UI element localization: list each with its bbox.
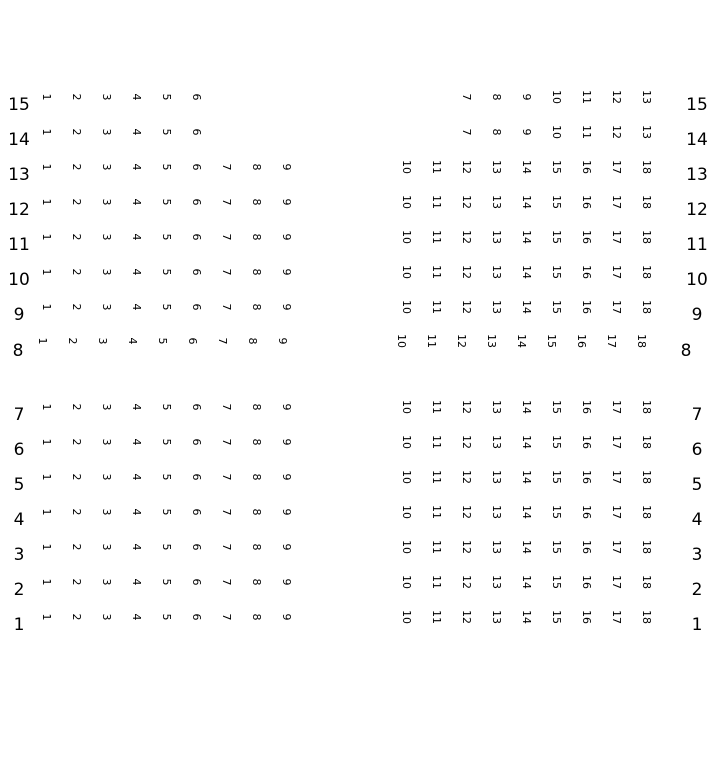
seat-row-5-5[interactable]: 5	[160, 473, 173, 481]
row-label-10-left: 10	[8, 270, 30, 290]
seat-row-6-6[interactable]: 6	[190, 438, 203, 446]
row-label-12-left: 12	[8, 200, 30, 220]
seat-row-10-16[interactable]: 16	[580, 265, 593, 279]
row-label-12-right: 12	[686, 200, 708, 220]
seat-row-15-6[interactable]: 6	[190, 93, 203, 101]
seat-row-3-11[interactable]: 11	[430, 540, 443, 554]
seat-row-4-6[interactable]: 6	[190, 508, 203, 516]
row-label-13-left: 13	[8, 165, 30, 185]
seat-row-13-13[interactable]: 13	[490, 160, 503, 174]
seat-row-9-11[interactable]: 11	[430, 300, 443, 314]
seat-row-12-16[interactable]: 16	[580, 195, 593, 209]
seat-row-7-3[interactable]: 3	[100, 403, 113, 411]
seat-row-2-9[interactable]: 9	[280, 578, 293, 586]
seat-row-12-6[interactable]: 6	[190, 198, 203, 206]
seat-row-3-4[interactable]: 4	[130, 543, 143, 551]
seat-row-8-16[interactable]: 16	[575, 334, 588, 348]
seat-row-15-8[interactable]: 8	[490, 93, 503, 101]
seat-row-9-1[interactable]: 1	[40, 303, 53, 311]
seat-row-7-4[interactable]: 4	[130, 403, 143, 411]
seat-row-6-5[interactable]: 5	[160, 438, 173, 446]
seat-row-8-2[interactable]: 2	[66, 337, 79, 345]
seat-row-11-2[interactable]: 2	[70, 233, 83, 241]
seat-row-13-10[interactable]: 10	[400, 160, 413, 174]
seat-row-5-18[interactable]: 18	[640, 470, 653, 484]
seat-row-14-8[interactable]: 8	[490, 128, 503, 136]
seat-row-4-14[interactable]: 14	[520, 505, 533, 519]
seat-row-7-6[interactable]: 6	[190, 403, 203, 411]
seat-row-1-10[interactable]: 10	[400, 610, 413, 624]
seat-row-5-1[interactable]: 1	[40, 473, 53, 481]
seat-row-1-1[interactable]: 1	[40, 613, 53, 621]
seat-row-10-3[interactable]: 3	[100, 268, 113, 276]
seat-row-2-4[interactable]: 4	[130, 578, 143, 586]
seat-row-9-12[interactable]: 12	[460, 300, 473, 314]
seat-row-11-4[interactable]: 4	[130, 233, 143, 241]
seat-row-2-17[interactable]: 17	[610, 575, 623, 589]
seat-row-5-2[interactable]: 2	[70, 473, 83, 481]
seat-row-10-15[interactable]: 15	[550, 265, 563, 279]
seat-row-1-14[interactable]: 14	[520, 610, 533, 624]
row-label-4-left: 4	[13, 510, 25, 530]
seat-row-1-2[interactable]: 2	[70, 613, 83, 621]
seat-row-4-3[interactable]: 3	[100, 508, 113, 516]
seat-row-6-1[interactable]: 1	[40, 438, 53, 446]
row-label-14-left: 14	[8, 130, 30, 150]
seat-row-1-6[interactable]: 6	[190, 613, 203, 621]
row-label-2-right: 2	[691, 580, 703, 600]
seat-row-3-2[interactable]: 2	[70, 543, 83, 551]
seat-row-14-3[interactable]: 3	[100, 128, 113, 136]
seat-row-2-1[interactable]: 1	[40, 578, 53, 586]
seat-row-12-9[interactable]: 9	[280, 198, 293, 206]
seat-row-3-8[interactable]: 8	[250, 543, 263, 551]
seat-row-1-8[interactable]: 8	[250, 613, 263, 621]
seat-row-13-15[interactable]: 15	[550, 160, 563, 174]
seat-row-2-13[interactable]: 13	[490, 575, 503, 589]
row-label-7-right: 7	[691, 405, 703, 425]
seat-row-8-6[interactable]: 6	[186, 337, 199, 345]
seat-row-13-2[interactable]: 2	[70, 163, 83, 171]
seat-row-6-2[interactable]: 2	[70, 438, 83, 446]
seat-row-13-17[interactable]: 17	[610, 160, 623, 174]
seat-row-14-4[interactable]: 4	[130, 128, 143, 136]
seat-row-11-5[interactable]: 5	[160, 233, 173, 241]
seat-row-11-18[interactable]: 18	[640, 230, 653, 244]
seat-row-1-13[interactable]: 13	[490, 610, 503, 624]
seat-row-5-4[interactable]: 4	[130, 473, 143, 481]
seat-row-9-7[interactable]: 7	[220, 303, 233, 311]
seat-row-6-11[interactable]: 11	[430, 435, 443, 449]
seat-row-13-12[interactable]: 12	[460, 160, 473, 174]
seat-row-15-11[interactable]: 11	[580, 90, 593, 104]
seat-row-5-13[interactable]: 13	[490, 470, 503, 484]
seat-row-5-3[interactable]: 3	[100, 473, 113, 481]
seat-row-10-13[interactable]: 13	[490, 265, 503, 279]
seat-row-3-14[interactable]: 14	[520, 540, 533, 554]
seat-row-13-6[interactable]: 6	[190, 163, 203, 171]
seat-row-11-15[interactable]: 15	[550, 230, 563, 244]
seat-row-15-12[interactable]: 12	[610, 90, 623, 104]
seat-row-10-14[interactable]: 14	[520, 265, 533, 279]
seat-row-8-8[interactable]: 8	[246, 337, 259, 345]
seat-row-15-4[interactable]: 4	[130, 93, 143, 101]
seat-row-1-12[interactable]: 12	[460, 610, 473, 624]
seat-row-7-11[interactable]: 11	[430, 400, 443, 414]
seat-row-10-9[interactable]: 9	[280, 268, 293, 276]
row-label-10-right: 10	[686, 270, 708, 290]
seat-row-14-1[interactable]: 1	[40, 128, 53, 136]
seat-row-3-13[interactable]: 13	[490, 540, 503, 554]
seat-row-15-10[interactable]: 10	[550, 90, 563, 104]
seat-row-10-11[interactable]: 11	[430, 265, 443, 279]
seat-row-13-14[interactable]: 14	[520, 160, 533, 174]
seat-row-7-18[interactable]: 18	[640, 400, 653, 414]
seat-row-3-18[interactable]: 18	[640, 540, 653, 554]
seat-row-11-9[interactable]: 9	[280, 233, 293, 241]
seat-row-6-4[interactable]: 4	[130, 438, 143, 446]
seat-row-3-12[interactable]: 12	[460, 540, 473, 554]
row-label-2-left: 2	[13, 580, 25, 600]
seat-row-3-10[interactable]: 10	[400, 540, 413, 554]
seat-row-14-10[interactable]: 10	[550, 125, 563, 139]
seat-row-5-10[interactable]: 10	[400, 470, 413, 484]
seat-row-9-8[interactable]: 8	[250, 303, 263, 311]
seat-row-6-10[interactable]: 10	[400, 435, 413, 449]
seat-row-6-13[interactable]: 13	[490, 435, 503, 449]
seat-row-13-5[interactable]: 5	[160, 163, 173, 171]
seat-row-5-9[interactable]: 9	[280, 473, 293, 481]
seat-row-8-15[interactable]: 15	[545, 334, 558, 348]
seat-row-15-2[interactable]: 2	[70, 93, 83, 101]
row-label-4-right: 4	[691, 510, 703, 530]
seat-row-4-12[interactable]: 12	[460, 505, 473, 519]
seat-row-15-7[interactable]: 7	[460, 93, 473, 101]
row-label-15-left: 15	[8, 95, 30, 115]
seat-row-4-15[interactable]: 15	[550, 505, 563, 519]
seat-row-8-11[interactable]: 11	[425, 334, 438, 348]
seat-row-3-15[interactable]: 15	[550, 540, 563, 554]
seat-row-2-12[interactable]: 12	[460, 575, 473, 589]
seat-row-4-18[interactable]: 18	[640, 505, 653, 519]
seat-row-5-12[interactable]: 12	[460, 470, 473, 484]
seat-row-9-17[interactable]: 17	[610, 300, 623, 314]
seat-row-12-2[interactable]: 2	[70, 198, 83, 206]
seat-row-1-9[interactable]: 9	[280, 613, 293, 621]
seat-row-5-17[interactable]: 17	[610, 470, 623, 484]
seat-row-11-14[interactable]: 14	[520, 230, 533, 244]
seat-row-6-16[interactable]: 16	[580, 435, 593, 449]
seat-row-14-7[interactable]: 7	[460, 128, 473, 136]
seat-row-8-3[interactable]: 3	[96, 337, 109, 345]
seat-row-7-8[interactable]: 8	[250, 403, 263, 411]
seat-row-12-12[interactable]: 12	[460, 195, 473, 209]
seat-row-8-1[interactable]: 1	[36, 337, 49, 345]
seat-row-2-2[interactable]: 2	[70, 578, 83, 586]
seat-row-10-8[interactable]: 8	[250, 268, 263, 276]
seat-row-8-5[interactable]: 5	[156, 337, 169, 345]
row-label-6-right: 6	[691, 440, 703, 460]
seat-row-11-17[interactable]: 17	[610, 230, 623, 244]
seat-row-7-16[interactable]: 16	[580, 400, 593, 414]
seat-row-13-16[interactable]: 16	[580, 160, 593, 174]
seat-row-5-14[interactable]: 14	[520, 470, 533, 484]
seat-row-11-16[interactable]: 16	[580, 230, 593, 244]
seat-row-10-17[interactable]: 17	[610, 265, 623, 279]
seat-row-7-5[interactable]: 5	[160, 403, 173, 411]
row-label-5-right: 5	[691, 475, 703, 495]
seat-row-13-11[interactable]: 11	[430, 160, 443, 174]
seat-row-8-10[interactable]: 10	[395, 334, 408, 348]
row-label-3-left: 3	[13, 545, 25, 565]
seat-row-2-10[interactable]: 10	[400, 575, 413, 589]
seat-row-7-13[interactable]: 13	[490, 400, 503, 414]
seat-row-8-14[interactable]: 14	[515, 334, 528, 348]
row-label-9-left: 9	[13, 305, 25, 325]
seat-row-4-9[interactable]: 9	[280, 508, 293, 516]
seat-row-12-18[interactable]: 18	[640, 195, 653, 209]
seat-row-4-8[interactable]: 8	[250, 508, 263, 516]
seat-row-7-12[interactable]: 12	[460, 400, 473, 414]
seat-row-2-7[interactable]: 7	[220, 578, 233, 586]
seat-row-11-8[interactable]: 8	[250, 233, 263, 241]
row-label-14-right: 14	[686, 130, 708, 150]
seat-row-2-18[interactable]: 18	[640, 575, 653, 589]
seat-row-4-13[interactable]: 13	[490, 505, 503, 519]
seat-row-10-6[interactable]: 6	[190, 268, 203, 276]
seat-row-13-3[interactable]: 3	[100, 163, 113, 171]
seat-row-14-5[interactable]: 5	[160, 128, 173, 136]
seat-row-4-7[interactable]: 7	[220, 508, 233, 516]
seat-row-3-1[interactable]: 1	[40, 543, 53, 551]
seat-row-13-8[interactable]: 8	[250, 163, 263, 171]
seat-row-7-17[interactable]: 17	[610, 400, 623, 414]
seat-row-12-17[interactable]: 17	[610, 195, 623, 209]
seat-row-14-12[interactable]: 12	[610, 125, 623, 139]
seat-row-15-1[interactable]: 1	[40, 93, 53, 101]
seat-row-14-11[interactable]: 11	[580, 125, 593, 139]
seat-row-12-1[interactable]: 1	[40, 198, 53, 206]
seat-row-15-9[interactable]: 9	[520, 93, 533, 101]
seat-row-1-4[interactable]: 4	[130, 613, 143, 621]
seat-row-5-16[interactable]: 16	[580, 470, 593, 484]
seat-row-3-5[interactable]: 5	[160, 543, 173, 551]
seat-row-12-3[interactable]: 3	[100, 198, 113, 206]
seat-row-15-3[interactable]: 3	[100, 93, 113, 101]
seat-row-13-9[interactable]: 9	[280, 163, 293, 171]
seat-row-9-15[interactable]: 15	[550, 300, 563, 314]
seat-row-10-7[interactable]: 7	[220, 268, 233, 276]
seat-row-7-15[interactable]: 15	[550, 400, 563, 414]
seat-row-9-9[interactable]: 9	[280, 303, 293, 311]
seat-row-9-14[interactable]: 14	[520, 300, 533, 314]
seat-row-10-2[interactable]: 2	[70, 268, 83, 276]
seat-row-8-17[interactable]: 17	[605, 334, 618, 348]
seat-row-6-18[interactable]: 18	[640, 435, 653, 449]
seat-row-5-15[interactable]: 15	[550, 470, 563, 484]
row-label-5-left: 5	[13, 475, 25, 495]
seat-row-11-10[interactable]: 10	[400, 230, 413, 244]
seat-row-8-18[interactable]: 18	[635, 334, 648, 348]
seat-row-14-6[interactable]: 6	[190, 128, 203, 136]
seat-row-9-5[interactable]: 5	[160, 303, 173, 311]
row-label-11-left: 11	[8, 235, 30, 255]
seat-row-1-5[interactable]: 5	[160, 613, 173, 621]
seat-row-5-8[interactable]: 8	[250, 473, 263, 481]
row-label-3-right: 3	[691, 545, 703, 565]
seat-row-6-12[interactable]: 12	[460, 435, 473, 449]
seat-row-8-12[interactable]: 12	[455, 334, 468, 348]
seat-row-3-17[interactable]: 17	[610, 540, 623, 554]
seat-row-6-17[interactable]: 17	[610, 435, 623, 449]
seat-row-12-14[interactable]: 14	[520, 195, 533, 209]
seat-row-4-1[interactable]: 1	[40, 508, 53, 516]
row-label-8-right: 8	[680, 341, 692, 361]
seat-row-11-6[interactable]: 6	[190, 233, 203, 241]
seat-row-2-11[interactable]: 11	[430, 575, 443, 589]
seat-row-4-5[interactable]: 5	[160, 508, 173, 516]
seat-row-10-1[interactable]: 1	[40, 268, 53, 276]
seat-row-14-9[interactable]: 9	[520, 128, 533, 136]
seat-row-5-7[interactable]: 7	[220, 473, 233, 481]
seat-row-7-7[interactable]: 7	[220, 403, 233, 411]
seat-row-9-16[interactable]: 16	[580, 300, 593, 314]
seat-row-3-16[interactable]: 16	[580, 540, 593, 554]
seat-row-9-4[interactable]: 4	[130, 303, 143, 311]
seat-row-6-3[interactable]: 3	[100, 438, 113, 446]
seat-row-4-11[interactable]: 11	[430, 505, 443, 519]
seat-row-1-11[interactable]: 11	[430, 610, 443, 624]
seat-row-11-7[interactable]: 7	[220, 233, 233, 241]
seat-row-12-10[interactable]: 10	[400, 195, 413, 209]
seat-row-2-16[interactable]: 16	[580, 575, 593, 589]
seat-row-3-9[interactable]: 9	[280, 543, 293, 551]
seat-row-10-10[interactable]: 10	[400, 265, 413, 279]
seat-row-5-6[interactable]: 6	[190, 473, 203, 481]
seat-row-11-11[interactable]: 11	[430, 230, 443, 244]
seat-row-1-15[interactable]: 15	[550, 610, 563, 624]
seat-row-14-13[interactable]: 13	[640, 125, 653, 139]
seat-row-8-4[interactable]: 4	[126, 337, 139, 345]
seat-row-11-13[interactable]: 13	[490, 230, 503, 244]
seat-row-10-5[interactable]: 5	[160, 268, 173, 276]
seat-row-10-18[interactable]: 18	[640, 265, 653, 279]
seat-row-2-3[interactable]: 3	[100, 578, 113, 586]
row-label-9-right: 9	[691, 305, 703, 325]
seat-row-4-10[interactable]: 10	[400, 505, 413, 519]
row-label-11-right: 11	[686, 235, 708, 255]
seat-row-11-3[interactable]: 3	[100, 233, 113, 241]
seat-row-6-15[interactable]: 15	[550, 435, 563, 449]
seat-row-7-9[interactable]: 9	[280, 403, 293, 411]
seat-row-14-2[interactable]: 2	[70, 128, 83, 136]
seat-row-12-15[interactable]: 15	[550, 195, 563, 209]
seat-row-7-2[interactable]: 2	[70, 403, 83, 411]
seat-row-13-1[interactable]: 1	[40, 163, 53, 171]
seat-row-3-3[interactable]: 3	[100, 543, 113, 551]
seat-row-13-18[interactable]: 18	[640, 160, 653, 174]
seat-row-1-18[interactable]: 18	[640, 610, 653, 624]
seat-row-7-10[interactable]: 10	[400, 400, 413, 414]
seat-row-13-7[interactable]: 7	[220, 163, 233, 171]
seat-row-2-5[interactable]: 5	[160, 578, 173, 586]
seat-row-4-16[interactable]: 16	[580, 505, 593, 519]
seat-row-6-9[interactable]: 9	[280, 438, 293, 446]
seat-row-7-14[interactable]: 14	[520, 400, 533, 414]
seat-row-6-7[interactable]: 7	[220, 438, 233, 446]
seat-row-8-7[interactable]: 7	[216, 337, 229, 345]
seat-row-12-4[interactable]: 4	[130, 198, 143, 206]
seat-row-5-11[interactable]: 11	[430, 470, 443, 484]
seat-row-1-17[interactable]: 17	[610, 610, 623, 624]
seat-row-15-13[interactable]: 13	[640, 90, 653, 104]
seat-row-2-15[interactable]: 15	[550, 575, 563, 589]
seat-row-9-18[interactable]: 18	[640, 300, 653, 314]
row-label-1-right: 1	[691, 615, 703, 635]
seat-row-11-12[interactable]: 12	[460, 230, 473, 244]
row-label-15-right: 15	[686, 95, 708, 115]
seat-row-7-1[interactable]: 1	[40, 403, 53, 411]
seat-row-4-17[interactable]: 17	[610, 505, 623, 519]
seat-row-9-2[interactable]: 2	[70, 303, 83, 311]
seat-row-8-13[interactable]: 13	[485, 334, 498, 348]
seat-row-4-2[interactable]: 2	[70, 508, 83, 516]
seat-row-11-1[interactable]: 1	[40, 233, 53, 241]
seat-row-6-8[interactable]: 8	[250, 438, 263, 446]
seat-row-9-6[interactable]: 6	[190, 303, 203, 311]
seat-row-2-6[interactable]: 6	[190, 578, 203, 586]
seat-row-13-4[interactable]: 4	[130, 163, 143, 171]
row-label-6-left: 6	[13, 440, 25, 460]
seat-row-8-9[interactable]: 9	[276, 337, 289, 345]
seat-row-2-8[interactable]: 8	[250, 578, 263, 586]
seat-row-3-7[interactable]: 7	[220, 543, 233, 551]
seat-row-10-4[interactable]: 4	[130, 268, 143, 276]
row-label-13-right: 13	[686, 165, 708, 185]
seat-row-9-13[interactable]: 13	[490, 300, 503, 314]
seat-row-1-3[interactable]: 3	[100, 613, 113, 621]
seat-row-2-14[interactable]: 14	[520, 575, 533, 589]
row-label-1-left: 1	[13, 615, 25, 635]
seat-row-15-5[interactable]: 5	[160, 93, 173, 101]
seat-row-12-8[interactable]: 8	[250, 198, 263, 206]
seat-row-4-4[interactable]: 4	[130, 508, 143, 516]
seat-row-12-13[interactable]: 13	[490, 195, 503, 209]
seat-row-1-7[interactable]: 7	[220, 613, 233, 621]
row-label-7-left: 7	[13, 405, 25, 425]
seat-row-12-5[interactable]: 5	[160, 198, 173, 206]
seat-row-6-14[interactable]: 14	[520, 435, 533, 449]
seat-row-12-7[interactable]: 7	[220, 198, 233, 206]
seat-row-9-10[interactable]: 10	[400, 300, 413, 314]
seat-row-9-3[interactable]: 3	[100, 303, 113, 311]
seat-row-10-12[interactable]: 12	[460, 265, 473, 279]
seat-row-3-6[interactable]: 6	[190, 543, 203, 551]
seat-row-12-11[interactable]: 11	[430, 195, 443, 209]
row-label-8-left: 8	[12, 341, 24, 361]
seat-row-1-16[interactable]: 16	[580, 610, 593, 624]
